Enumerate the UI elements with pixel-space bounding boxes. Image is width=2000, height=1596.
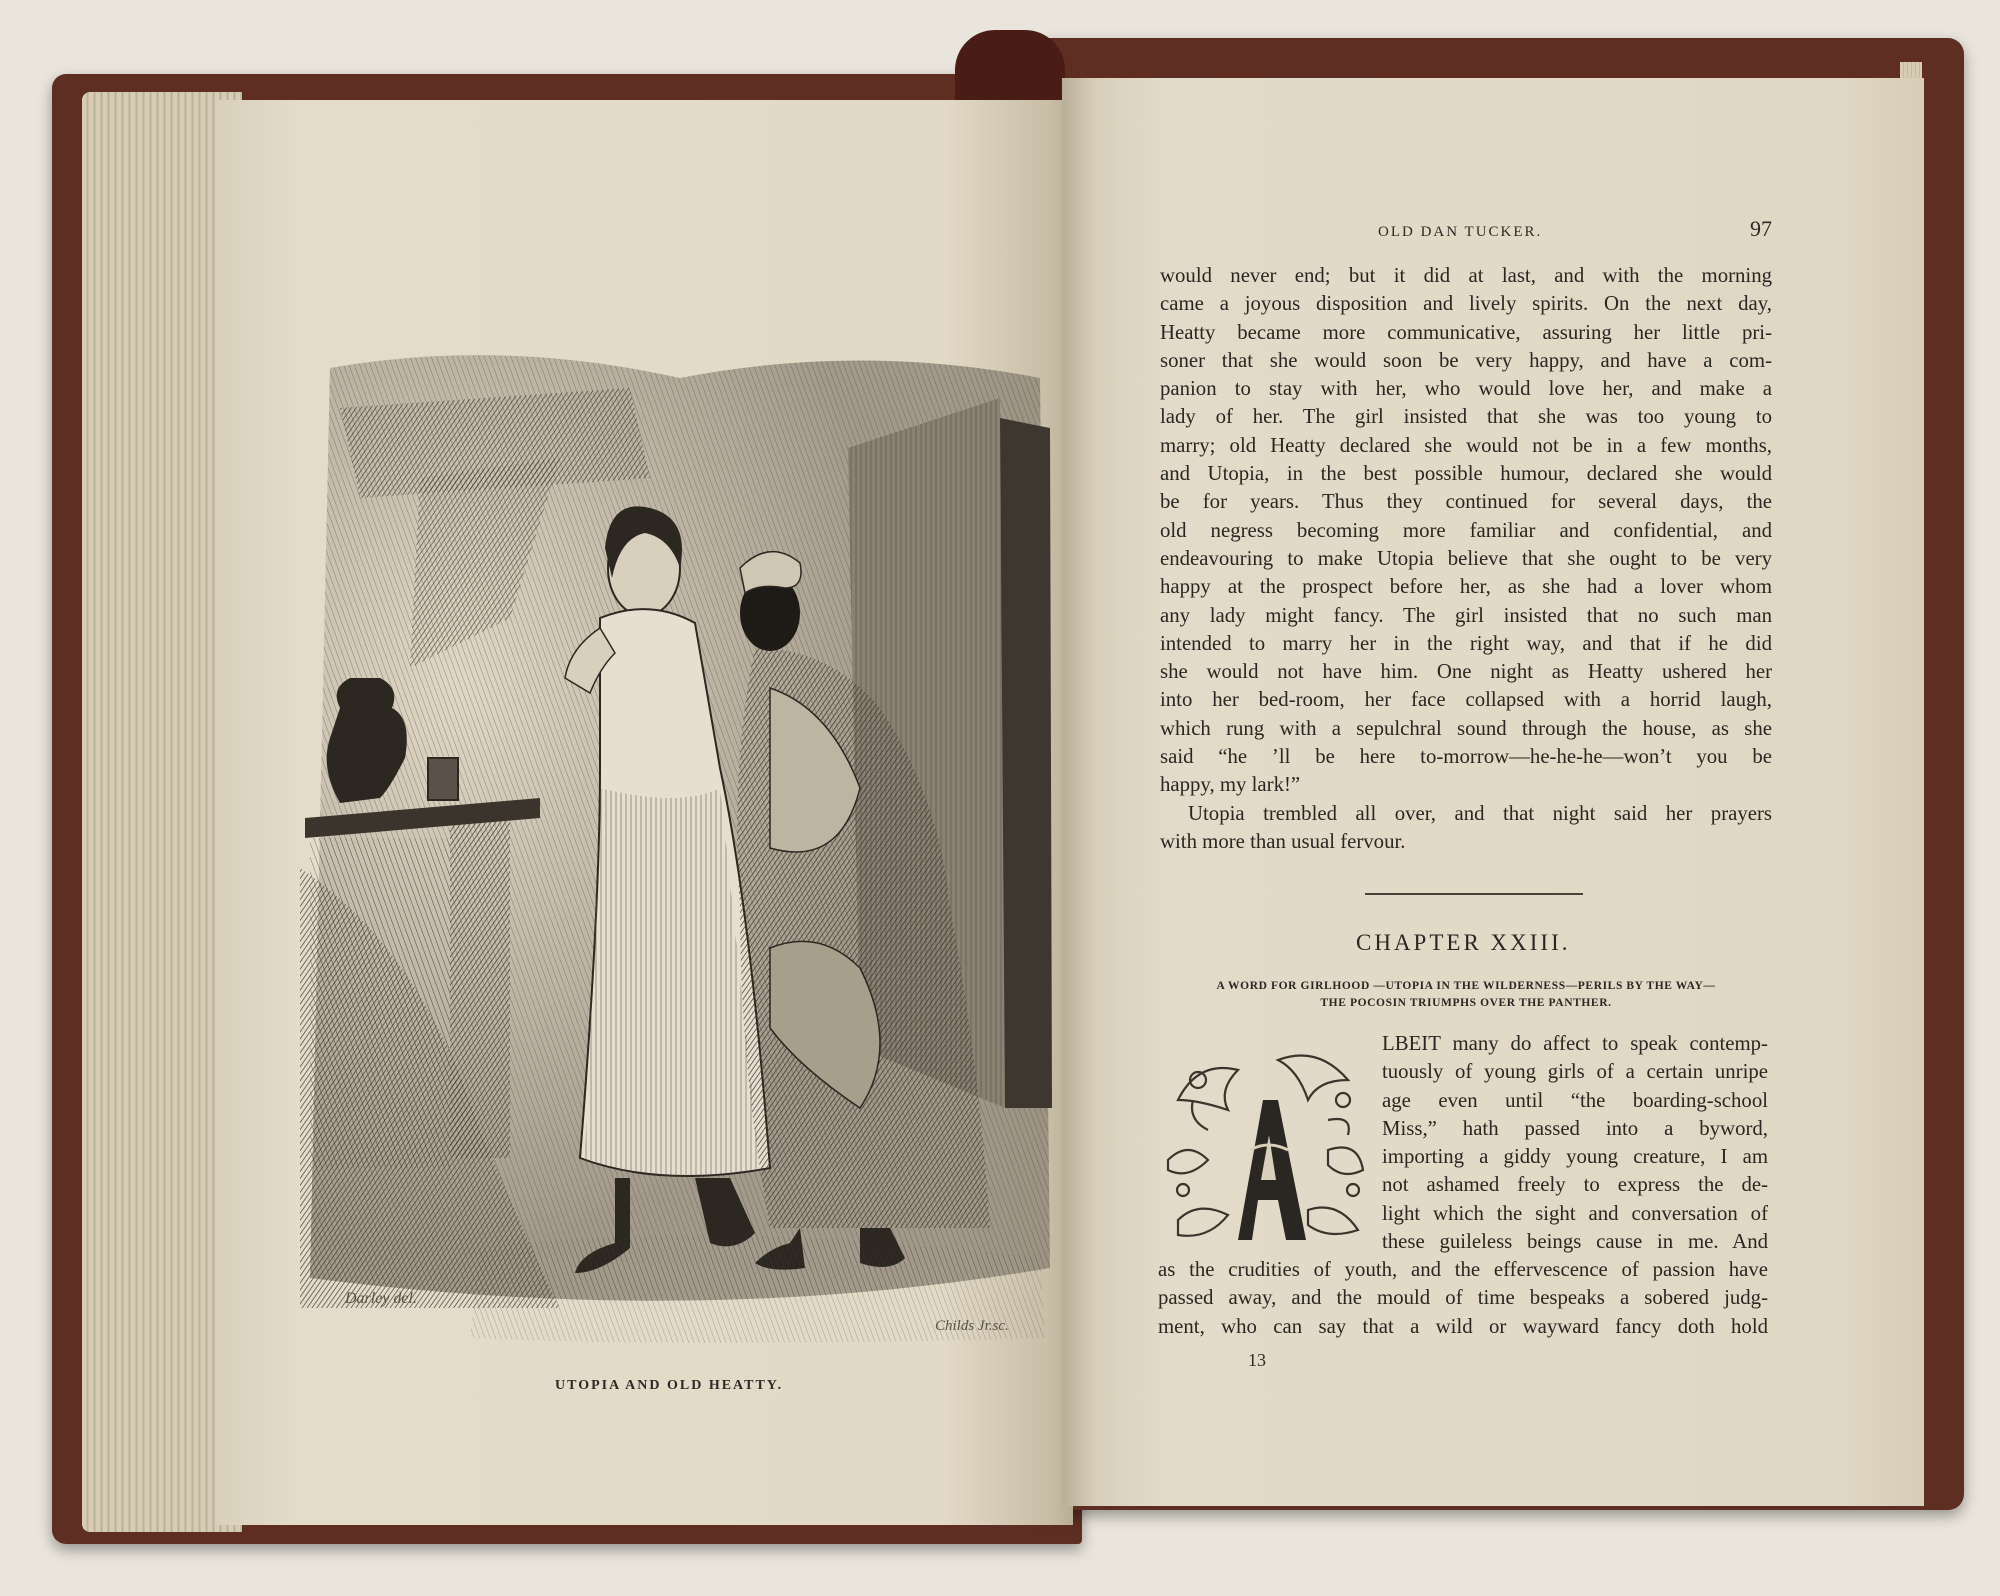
body-text xyxy=(1160,262,1772,856)
ornamental-drop-cap xyxy=(1158,1040,1372,1252)
signature-mark: 13 xyxy=(1248,1350,1266,1370)
chapter-opening-text xyxy=(1382,1030,1768,1256)
text-line: would never end; but it did at last, and with the morning xyxy=(1160,264,1772,287)
chapter-continued-text xyxy=(1158,1256,1768,1341)
engraver-signature-right: Childs Jr.sc. xyxy=(935,1318,1009,1334)
text-line: which rung with a sepulchral sound through the house, as she xyxy=(1160,716,1772,740)
text-line: and Utopia, in the best possible humour, declared she would xyxy=(1160,462,1772,486)
text-line: lady of her. The girl insisted that she was too young to xyxy=(1160,405,1772,429)
text-line: old negress becoming more familiar and confidential, and xyxy=(1160,518,1772,542)
illustration-caption: UTOPIA AND OLD HEATTY. xyxy=(555,1378,784,1393)
text-line: these guileless beings cause in me. And xyxy=(1382,1230,1768,1254)
text-line: Miss,” hath passed into a byword, xyxy=(1382,1116,1768,1140)
text-line: passed away, and the mould of time bespeaks a sobered judg- xyxy=(1158,1286,1768,1310)
text-line: as the crudities of youth, and the effervescence of passion have xyxy=(1158,1258,1768,1281)
text-line: tuously of young girls of a certain unripe xyxy=(1382,1060,1768,1084)
text-line: into her bed-room, her face collapsed with a horrid laugh, xyxy=(1160,688,1772,712)
text-line: light which the sight and conversation of xyxy=(1382,1201,1768,1225)
text-line: with more than usual fervour. xyxy=(1160,829,1406,853)
chapter-title: CHAPTER XXIII. xyxy=(1356,930,1571,955)
text-line: LBEIT many do affect to speak contemp- xyxy=(1382,1032,1768,1055)
chapter-summary xyxy=(1157,978,1775,1012)
text-line: said “he ’ll be here to-morrow—he-he-he—won’t you be xyxy=(1160,745,1772,769)
text-line: importing a giddy young creature, I am xyxy=(1382,1145,1768,1169)
book-spine xyxy=(955,30,1065,100)
text-line: age even until “the boarding-school xyxy=(1382,1088,1768,1112)
page-number: 97 xyxy=(1750,216,1772,241)
text-line: not ashamed freely to express the de- xyxy=(1382,1173,1768,1197)
section-divider xyxy=(1365,893,1583,895)
paragraph-1 xyxy=(1160,262,1772,800)
text-line: Heatty became more communicative, assuring her little pri- xyxy=(1160,320,1772,344)
running-head: OLD DAN TUCKER. xyxy=(1378,224,1543,240)
text-line: happy, my lark!” xyxy=(1160,773,1301,797)
text-line: intended to marry her in the right way, and that if he did xyxy=(1160,631,1772,655)
text-line: panion to stay with her, who would love her, and make a xyxy=(1160,377,1772,401)
text-line: ment, who can say that a wild or wayward fancy doth hold xyxy=(1158,1314,1768,1338)
text-line: soner that she would soon be very happy, and have a com- xyxy=(1160,348,1772,372)
text-line: came a joyous disposition and lively spirits. On the next day, xyxy=(1160,292,1772,316)
text-line: endeavouring to make Utopia believe that she ought to be very xyxy=(1160,546,1772,570)
text-line: Utopia trembled all over, and that night said her prayers xyxy=(1188,801,1772,825)
text-line: happy at the prospect before her, as she had a lover whom xyxy=(1160,575,1772,599)
text-line: she would not have him. One night as Heatty ushered her xyxy=(1160,660,1772,684)
engraving-illustration xyxy=(300,348,1060,1348)
text-line: be for years. Thus they continued for several days, the xyxy=(1160,490,1772,514)
artist-signature-left: Darley del. xyxy=(345,1290,417,1307)
text-line: any lady might fancy. The girl insisted that no such man xyxy=(1160,603,1772,627)
chapter-summary-line: A WORD FOR GIRLHOOD —UTOPIA IN THE WILDERNESS—PERILS BY THE WAY— xyxy=(1216,980,1716,992)
paragraph-2 xyxy=(1160,800,1772,857)
chapter-summary-line: THE POCOSIN TRIUMPHS OVER THE PANTHER. xyxy=(1320,997,1612,1009)
text-line: marry; old Heatty declared she would not be in a few months, xyxy=(1160,433,1772,457)
